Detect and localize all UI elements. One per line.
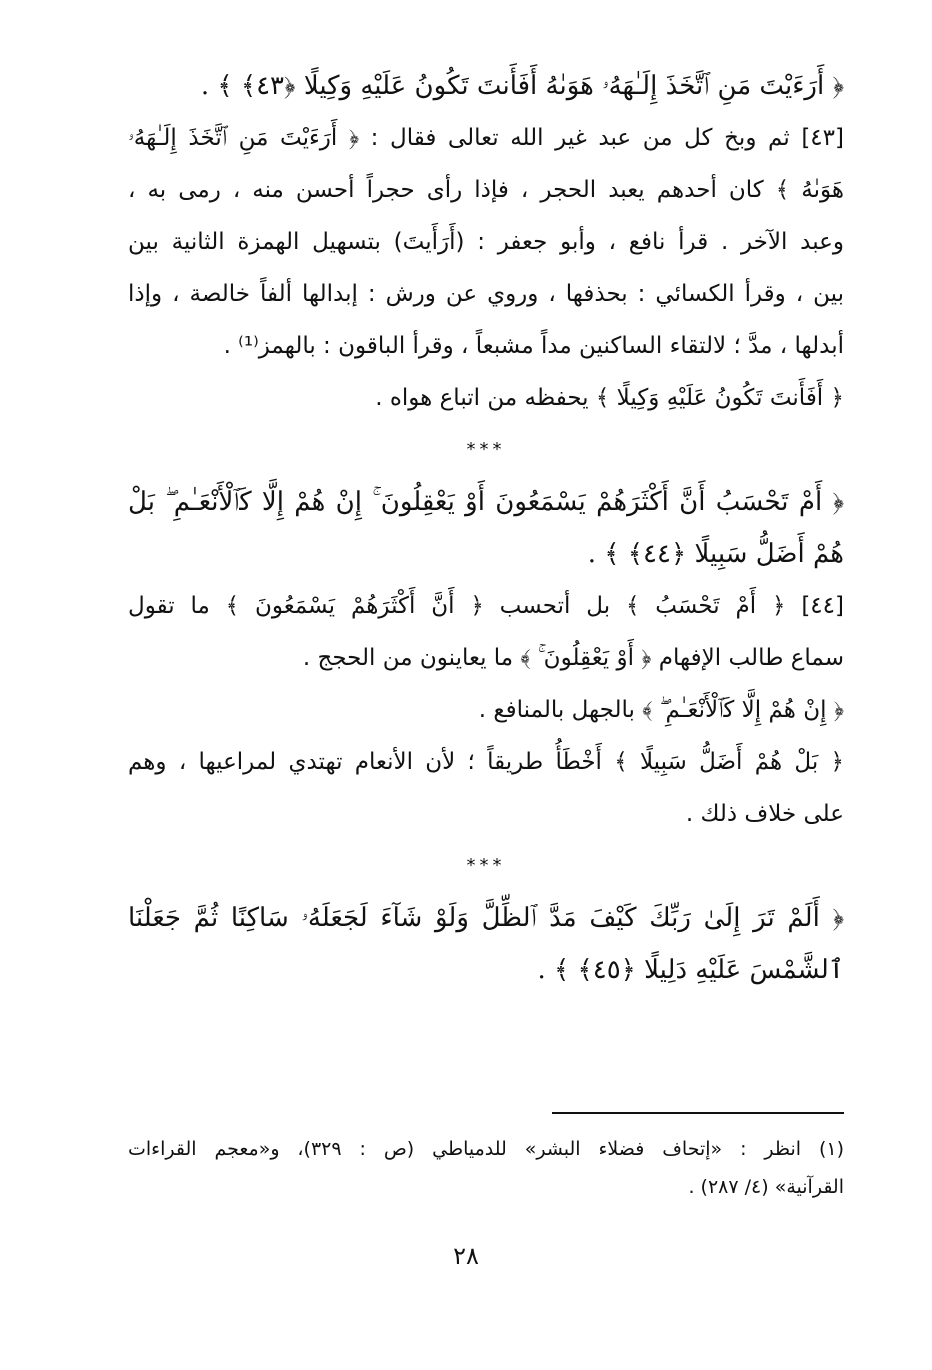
commentary-line: على خلاف ذلك . [685,801,844,827]
commentary-line: ﴿ إِنْ هُمْ إِلَّا كَٱلْأَنْعَـٰمِ ۖ ﴾ بالجهل بالمنافع . [478,697,844,723]
footnote-line: القرآنية» (٤/ ٢٨٧) . [688,1176,844,1198]
commentary-line: سماع طالب الإفهام ﴿ أَوْ يَعْقِلُونَ ۚ ﴾ ما يعاينون من الحجج . [302,645,844,671]
commentary-line: بين ، وقرأ الكسائي : بحذفها ، وروي عن ورش : إبدالها ألفاً خالصة ، وإذا [128,281,844,307]
commentary-line: وعبد الآخر . قرأ نافع ، وأبو جعفر : (أَرَأَيتَ) بتسهيل الهمزة الثانية بين [128,229,844,255]
verse-43: ﴿ أَرَءَيْتَ مَنِ ٱتَّخَذَ إِلَـٰهَهُۥ هَوَىٰهُ أَفَأَنتَ تَكُونُ عَلَيْهِ وَكِيلًا ﴿٤٣﴾ ﴾ . [200,71,844,101]
verse-45: ﴿ أَلَمْ تَرَ إِلَىٰ رَبِّكَ كَيْفَ مَدَّ ٱلظِّلَّ وَلَوْ شَآءَ لَجَعَلَهُۥ سَاكِنًا ثُمَّ جَعَلْنَا [128,903,844,933]
verse-45-end: ٱلشَّمْسَ عَلَيْهِ دَلِيلًا ﴿٤٥﴾ ﴾ . [537,955,844,985]
commentary-line: أبدلها ، مدَّ ؛ لالتقاء الساكنين مداً مشبعاً ، وقرأ الباقون : بالهمز⁽¹⁾ . [223,333,844,359]
footnotes [128,1130,844,1206]
verse-44-end: هُمْ أَضَلُّ سَبِيلًا ﴿٤٤﴾ ﴾ . [587,539,844,569]
section-separator: *** [466,439,506,460]
commentary-line: هَوَىٰهُ ﴾ كان أحدهم يعبد الحجر ، فإذا رأى حجراً أحسن منه ، رمى به ، [128,177,844,203]
page-number: ٢٨ [453,1242,479,1270]
footnote-divider [552,1112,844,1114]
commentary-line: [٤٣] ثم وبخ كل من عبد غير الله تعالى فقال : ﴿ أَرَءَيْتَ مَنِ ٱتَّخَذَ إِلَـٰهَهُۥ [128,125,844,151]
verse-44: ﴿ أَمْ تَحْسَبُ أَنَّ أَكْثَرَهُمْ يَسْمَعُونَ أَوْ يَعْقِلُونَ ۚ إِنْ هُمْ إِلَّا كَٱلْأَنْعَـٰمِ ۖ بَلْ [128,487,844,517]
commentary-line: ﴿ أَفَأَنتَ تَكُونُ عَلَيْهِ وَكِيلًا ﴾ يحفظه من اتباع هواه . [375,385,844,411]
page-body [128,60,844,996]
section-separator: *** [466,855,506,876]
commentary-line: [٤٤] ﴿ أَمْ تَحْسَبُ ﴾ بل أتحسب ﴿ أَنَّ أَكْثَرَهُمْ يَسْمَعُونَ ﴾ ما تقول [128,593,844,619]
commentary-line: ﴿ بَلْ هُمْ أَضَلُّ سَبِيلًا ﴾ أَخْطَأُ طريقاً ؛ لأن الأنعام تهتدي لمراعيها ، وهم [128,749,844,775]
footnote-line: (١) انظر : «إتحاف فضلاء البشر» للدمياطي (ص : ٣٢٩)، و«معجم القراءات [128,1138,845,1160]
